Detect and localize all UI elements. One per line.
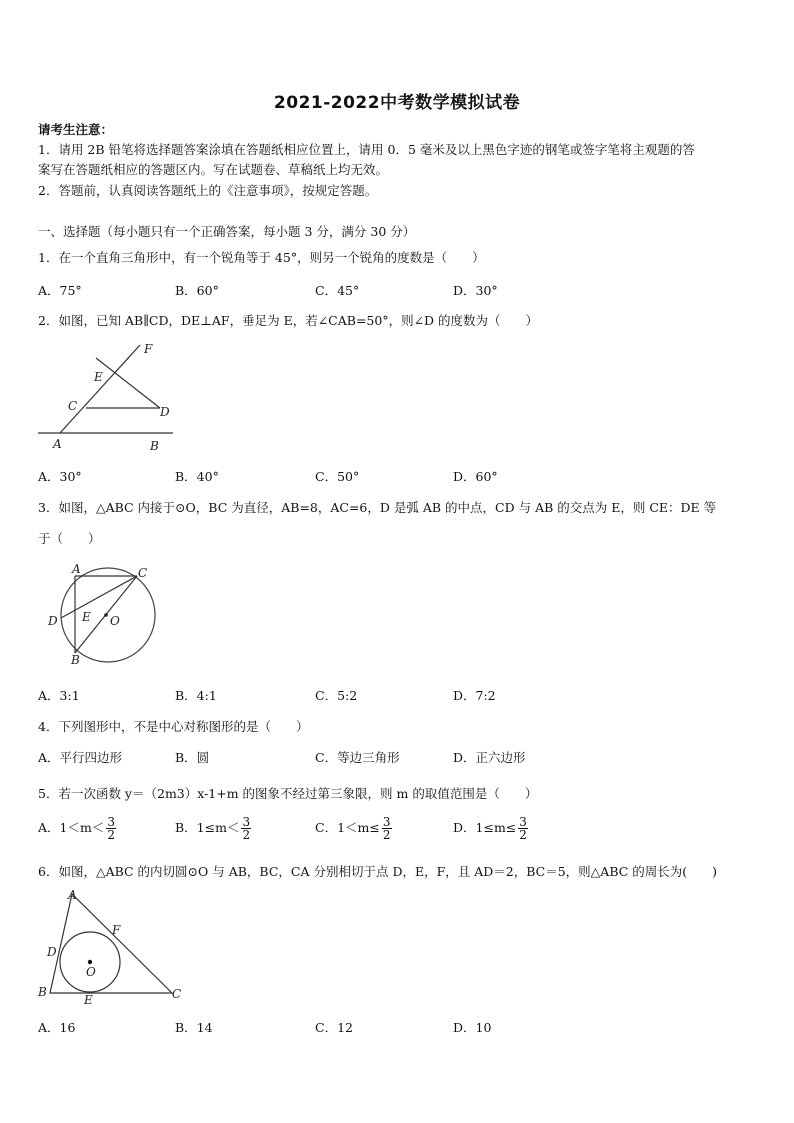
label-f: F: [144, 342, 153, 356]
label-d: D: [47, 945, 57, 959]
label-e: E: [94, 370, 103, 384]
q3-option-a[interactable]: A．3:1: [38, 688, 80, 703]
q1-option-a[interactable]: A．75°: [38, 283, 82, 298]
q6-option-b[interactable]: B．14: [175, 1020, 213, 1035]
label-o: O: [110, 614, 120, 628]
q2-option-d[interactable]: D．60°: [453, 469, 498, 484]
label-e: E: [82, 610, 91, 624]
label-d: D: [160, 405, 170, 419]
label-a: A: [53, 437, 62, 451]
q1-option-b[interactable]: B．60°: [175, 283, 219, 298]
notice-line-1: 1．请用 2B 铅笔将选择题答案涂填在答题纸相应位置上，请用 0．5 毫米及以上黑色字迹的钢笔或签字笔将主观题的答: [38, 142, 695, 157]
label-b: B: [150, 439, 159, 453]
q5-option-a-label: A．1＜m＜: [38, 820, 105, 835]
center-o: [104, 613, 108, 617]
q5-option-c-label: C．1＜m≤: [315, 820, 380, 835]
q3-option-c[interactable]: C．5:2: [315, 688, 358, 703]
label-e: E: [84, 993, 93, 1006]
q2-option-c[interactable]: C．50°: [315, 469, 360, 484]
fraction-three-halves: $\frac{3}{2}$: [242, 815, 251, 842]
figure-q6: [34, 886, 186, 1006]
q5-option-b[interactable]: [175, 816, 251, 841]
q3-option-b[interactable]: B．4:1: [175, 688, 217, 703]
fraction-three-halves: $\frac{3}{2}$: [107, 815, 115, 842]
q5-option-b-label: B．1≤m＜: [175, 820, 240, 835]
figure-q2: [38, 340, 178, 455]
question-4-stem: 4．下列图形中，不是中心对称图形的是（ ）: [38, 719, 309, 734]
label-c: C: [172, 987, 182, 1001]
question-3-stem: 3．如图，△ABC 内接于⊙O，BC 为直径，AB=8，AC=6，D 是弧 AB 的中点，CD 与 AB 的交点为 E，则 CE：DE 等: [38, 500, 717, 515]
label-a: A: [72, 563, 81, 576]
q3-option-d[interactable]: D．7:2: [453, 688, 496, 703]
question-2-stem: 2．如图，已知 AB∥CD，DE⊥AF，垂足为 E，若∠CAB=50°，则∠D 的度数为（ ）: [38, 313, 539, 328]
label-a: A: [68, 888, 77, 902]
label-b: B: [38, 985, 47, 999]
notice-line-3: 2．答题前，认真阅读答题纸上的《注意事项》，按规定答题。: [38, 183, 378, 198]
page-title: 2021-2022中考数学模拟试卷: [273, 93, 521, 113]
q1-option-c[interactable]: C．45°: [315, 283, 360, 298]
segment-cd: [61, 576, 137, 618]
section-heading: 一、选择题（每小题只有一个正确答案，每小题 3 分，满分 30 分）: [38, 224, 416, 239]
line-af: [60, 345, 140, 433]
q1-option-d[interactable]: D．30°: [453, 283, 498, 298]
question-6-stem: 6．如图，△ABC 的内切圆⊙O 与 AB，BC，CA 分别相切于点 D，E，F，且 AD＝2，BC＝5，则△ABC 的周长为( ): [38, 864, 718, 879]
q4-option-a[interactable]: A．平行四边形: [38, 750, 123, 765]
fraction-three-halves: $\frac{3}{2}$: [519, 815, 527, 842]
q5-option-d[interactable]: [453, 816, 528, 841]
q4-option-d[interactable]: D．正六边形: [453, 750, 526, 765]
q2-option-b[interactable]: B．40°: [175, 469, 219, 484]
q5-option-d-label: D．1≤m≤: [453, 820, 517, 835]
notice-line-2: 案写在答题纸相应的答题区内。写在试题卷、草稿纸上均无效。: [38, 162, 389, 177]
q5-option-c[interactable]: [315, 816, 392, 841]
question-3-stem-cont: 于（ ）: [38, 531, 101, 546]
fraction-three-halves: $\frac{3}{2}$: [382, 815, 391, 842]
q4-option-c[interactable]: C．等边三角形: [315, 750, 400, 765]
triangle-abc: [50, 894, 172, 993]
center-o: [88, 960, 92, 964]
label-c: C: [68, 399, 78, 413]
label-c: C: [138, 566, 148, 580]
q4-option-b[interactable]: B．圆: [175, 750, 210, 765]
label-f: F: [112, 923, 121, 937]
q6-option-a[interactable]: A．16: [38, 1020, 76, 1035]
q5-option-a[interactable]: [38, 816, 116, 841]
label-o: O: [86, 965, 96, 979]
figure-q3: [42, 563, 162, 668]
q2-option-a[interactable]: A．30°: [38, 469, 82, 484]
notice-heading: 请考生注意：: [38, 122, 114, 137]
question-5-stem: 5．若一次函数 y＝（2m3）x-1+m 的图象不经过第三象限，则 m 的取值范围是（ ）: [38, 786, 538, 801]
question-1-stem: 1．在一个直角三角形中，有一个锐角等于 45°，则另一个锐角的度数是（ ）: [38, 250, 485, 265]
q6-option-c[interactable]: C．12: [315, 1020, 353, 1035]
label-d: D: [48, 614, 58, 628]
label-b: B: [71, 653, 80, 667]
q6-option-d[interactable]: D．10: [453, 1020, 492, 1035]
